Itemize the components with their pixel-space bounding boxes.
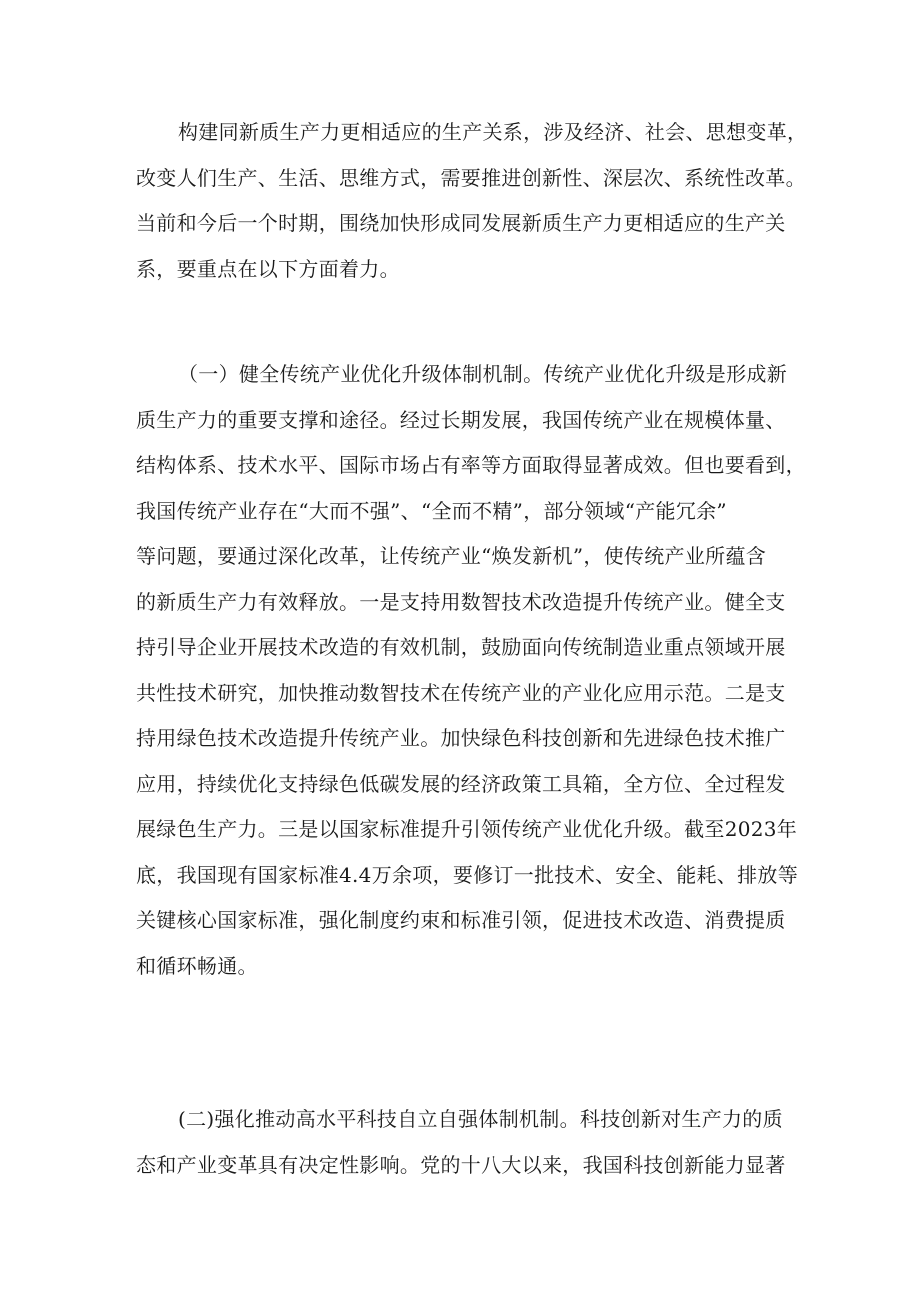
paragraph-section-2 (136, 1097, 786, 1188)
text-line: 共性技术研究，加快推动数智技术在传统产业的产业化应用示范。二是支 (136, 680, 786, 705)
text-line: (二)强化推动高水平科技自立自强体制机制。科技创新对生产力的质 (178, 1107, 783, 1131)
text-line: 构建同新质生产力更相适应的生产关系，涉及经济、社会、思想变革， (178, 120, 808, 144)
text-line: 态和产业变革具有决定性影响。党的十八大以来，我国科技创新能力显著 (136, 1152, 786, 1177)
text-line: 和循环畅通。 (136, 953, 258, 978)
text-line: 改变人们生产、生活、思维方式，需要推进创新性、深层次、系统性改革。 (136, 165, 806, 190)
text-line: 当前和今后一个时期，围绕加快形成同发展新质生产力更相适应的生产关 (136, 211, 786, 235)
paragraph-intro (136, 110, 808, 292)
text-line: 质生产力的重要支撑和途径。经过长期发展，我国传统产业在规模体量、 (136, 407, 786, 432)
text-line: 应用，持续优化支持绿色低碳发展的经济政策工具箱，全方位、全过程发 (136, 771, 786, 796)
text-line: （一）健全传统产业优化升级体制机制。传统产业优化升级是形成新 (178, 362, 787, 386)
paragraph-section-1 (136, 352, 806, 989)
text-line: 持引导企业开展技术改造的有效机制，鼓励面向传统制造业重点领域开展 (136, 635, 786, 659)
text-line: 系，要重点在以下方面着力。 (136, 256, 400, 281)
text-line: 展绿色生产力。三是以国家标准提升引领传统产业优化升级。截至2023年 (136, 817, 798, 841)
text-line: 等问题，要通过深化改革，让传统产业“焕发新机”，使传统产业所蕴含 (136, 544, 767, 568)
text-line: 底，我国现有国家标准4.4万余项，要修订一批技术、安全、能耗、排放等 (136, 862, 799, 887)
text-line: 的新质生产力有效释放。一是支持用数智技术改造提升传统产业。健全支 (136, 589, 786, 614)
text-line: 结构体系、技术水平、国际市场占有率等方面取得显著成效。但也要看到， (136, 453, 806, 477)
text-line: 持用绿色技术改造提升传统产业。加快绿色科技创新和先进绿色技术推广 (136, 726, 786, 750)
text-line: 我国传统产业存在“大而不强”、“全而不精”，部分领域“产能冗余” (136, 498, 727, 523)
text-line: 关键核心国家标准，强化制度约束和标准引领，促进技术改造、消费提质 (136, 908, 786, 932)
